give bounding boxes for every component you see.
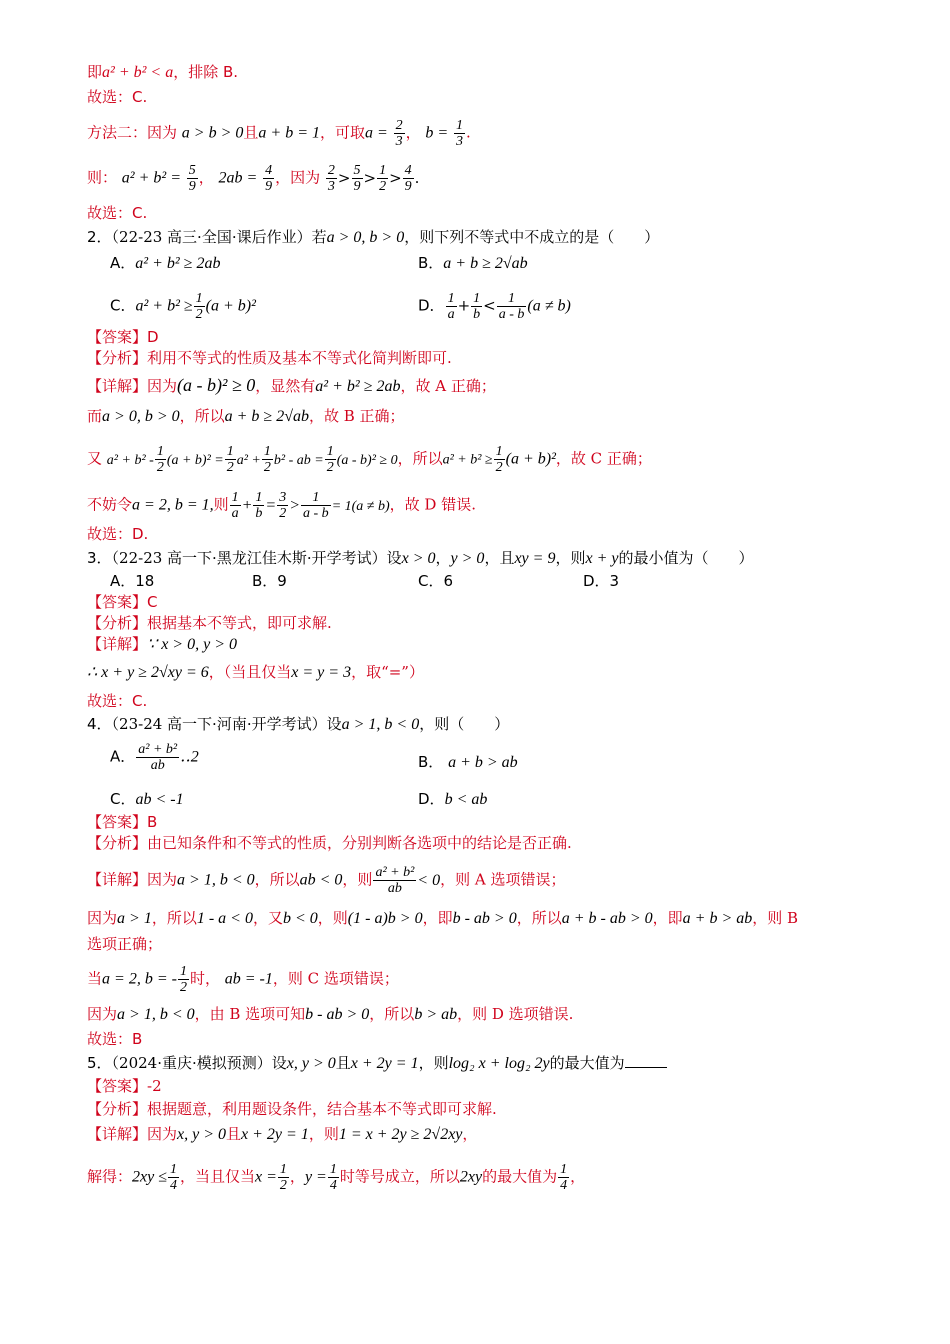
question-source: （22-23 高三·全国·课后作业）若: [111, 228, 327, 246]
detail-line: 因为a > 1，所以1 - a < 0，又b < 0，则(1 - a)b > 0，即b - ab > 0，所以a + b - ab > 0，即a + b > ab，则 B: [87, 909, 799, 927]
math: a > b > 0: [181, 124, 244, 142]
question-5: 5．（2024·重庆·模拟预测）设x, y > 0且x + 2y = 1，则log₂ x + log₂ 2y的最大值为: [87, 1053, 667, 1074]
question-4: 4．（23-24 高一下·河南·开学考试）设a > 1, b < 0，则（ ）: [87, 715, 510, 733]
text-line: 则： a² + b² = $\frac{5}{9}$ ， 2ab = $\frac{4}{9}$ ，因为 $\frac{2}{3}$ > $\frac{5}{9}$ > $\frac{1}{2}$ > $\frac{4}{9}$ .: [87, 163, 420, 194]
detail-line: 【详解】因为a > 1, b < 0，所以ab < 0，则 $\frac{\text{a² + b²}}{ab}$ < 0，则 A 选项错误；: [87, 865, 566, 896]
select-line: 故选：C.: [87, 88, 148, 106]
option-a: A． $\frac{\text{a² + b²}}{ab}$ ‥2: [110, 742, 199, 773]
option-b: B．9: [252, 572, 287, 590]
question-stem: ，则下列不等式中不成立的是（ ）: [404, 228, 660, 246]
analysis: 【分析】根据基本不等式，即可求解.: [87, 614, 332, 632]
math: a + b = 1: [258, 124, 320, 142]
text-line: [87, 62, 238, 83]
fraction: $\frac{4}{9}$: [265, 163, 273, 194]
fraction: $\frac{4}{9}$: [404, 163, 412, 194]
detail-line: 因为a > 1, b < 0，由 B 选项可知b - ab > 0，所以b > ab，则 D 选项错误.: [87, 1005, 574, 1023]
text: 即: [87, 63, 103, 81]
math: a > 0, b > 0: [326, 229, 405, 246]
analysis: 【分析】根据题意，利用题设条件，结合基本不等式即可求解.: [87, 1100, 497, 1118]
math: a =: [365, 124, 388, 142]
math: a² + b² < a: [102, 64, 174, 81]
option-a: A．a² + b² ≥ 2ab: [110, 254, 221, 272]
text: ，排除 B.: [173, 63, 239, 81]
fraction: $\frac{1}{2}$: [379, 163, 387, 194]
answer-blank[interactable]: [625, 1053, 667, 1068]
detail-line: 解得：2xy ≤ $\frac{1}{4}$ ，当且仅当x = $\frac{1}{2}$ ，y = $\frac{1}{4}$ 时等号成立，所以2xy的最大值为 $\frac{1}{4}$ ，: [87, 1162, 586, 1193]
analysis: 【分析】利用不等式的性质及基本不等式化简判断即可.: [87, 349, 452, 367]
detail-line: 当a = 2, b = - $\frac{1}{2}$ 时， ab = -1，则 C 选项错误；: [87, 964, 399, 995]
option-a: A．18: [110, 572, 155, 590]
question-number: 2．: [87, 228, 112, 246]
math: 2ab =: [218, 169, 258, 187]
detail-line: 而a > 0, b > 0，所以a + b ≥ 2√ab，故 B 正确；: [87, 407, 405, 425]
detail-line: 【详解】因为(a - b)² ≥ 0，显然有a² + b² ≥ 2ab，故 A 正确；: [87, 375, 496, 395]
option-b: B． a + b > ab: [418, 753, 518, 771]
select-line: 故选：C.: [87, 204, 148, 222]
question-2: [87, 227, 659, 248]
fraction: $\frac{2}{3}$: [395, 118, 403, 149]
detail-line: ∴ x + y ≥ 2√xy = 6，（当且仅当x = y = 3，取“=”）: [87, 663, 424, 681]
analysis: 【分析】由已知条件和不等式的性质，分别判断各选项中的结论是否正确.: [87, 834, 572, 852]
answer: 【答案】B: [87, 813, 158, 831]
fraction: $\frac{1}{2}$: [195, 291, 203, 322]
fraction: $\frac{1}{3}$: [455, 118, 463, 149]
detail-line: 选项正确；: [87, 935, 163, 953]
math: b =: [425, 124, 449, 142]
option-c: C．a² + b² ≥ $\frac{1}{2}$ (a + b)²: [110, 291, 256, 322]
text: 且: [243, 123, 259, 142]
text-line: 方法二：因为 a > b > 0且a + b = 1，可取a = $\frac{2}{3}$ ， b = $\frac{1}{3}$ .: [87, 118, 471, 149]
select-line: 故选：B: [87, 1030, 143, 1048]
option-b: B．a + b ≥ 2√ab: [418, 254, 528, 272]
fraction: $\frac{2}{3}$: [327, 163, 335, 194]
select-line: 故选：C.: [87, 692, 148, 710]
question-3: 3．（22-23 高一下·黑龙江佳木斯·开学考试）设x > 0，y > 0，且xy = 9，则x + y的最小值为（ ）: [87, 549, 754, 567]
option-c: C．ab < -1: [110, 790, 184, 808]
option-d: D．3: [583, 572, 620, 590]
text: 则：: [87, 168, 118, 187]
answer: 【答案】-2: [87, 1077, 162, 1095]
detail-line: 又 a² + b² - $\frac{1}{2}$ (a + b)² = $\frac{1}{2}$ a² + $\frac{1}{2}$ b² - ab = $\frac{1}{2}$ (a - b)² ≥ 0，所以a² + b² ≥ $\frac{1}{2}$ (a + b)²，故 C 正确；: [87, 444, 652, 475]
option-d: D．b < ab: [418, 790, 488, 808]
detail-line: 不妨令a = 2, b = 1,则 $\frac{1}{a}$ + $\frac{1}{b}$ = $\frac{3}{2}$ > $\frac{1}{a - b}$ = 1(a ≠ b)，故 D 错误.: [87, 490, 476, 521]
text: ，因为: [275, 168, 321, 187]
fraction: $\frac{5}{9}$: [188, 163, 196, 194]
text: ，可取: [320, 123, 366, 142]
fraction: $\frac{5}{9}$: [353, 163, 361, 194]
answer: 【答案】D: [87, 328, 159, 346]
detail-line: 【详解】∵ x > 0, y > 0: [87, 635, 237, 653]
detail-line: 【详解】因为x, y > 0且x + 2y = 1，则1 = x + 2y ≥ 2√2xy，: [87, 1125, 478, 1143]
option-d: D． $\frac{1}{a}$ + $\frac{1}{b}$ < $\frac{1}{a - b}$ (a ≠ b): [418, 291, 571, 322]
select-line: 故选：D.: [87, 525, 149, 543]
text: 方法二：因为: [87, 123, 178, 142]
option-c: C．6: [418, 572, 454, 590]
answer: 【答案】C: [87, 593, 158, 611]
math: a² + b² =: [121, 169, 181, 187]
